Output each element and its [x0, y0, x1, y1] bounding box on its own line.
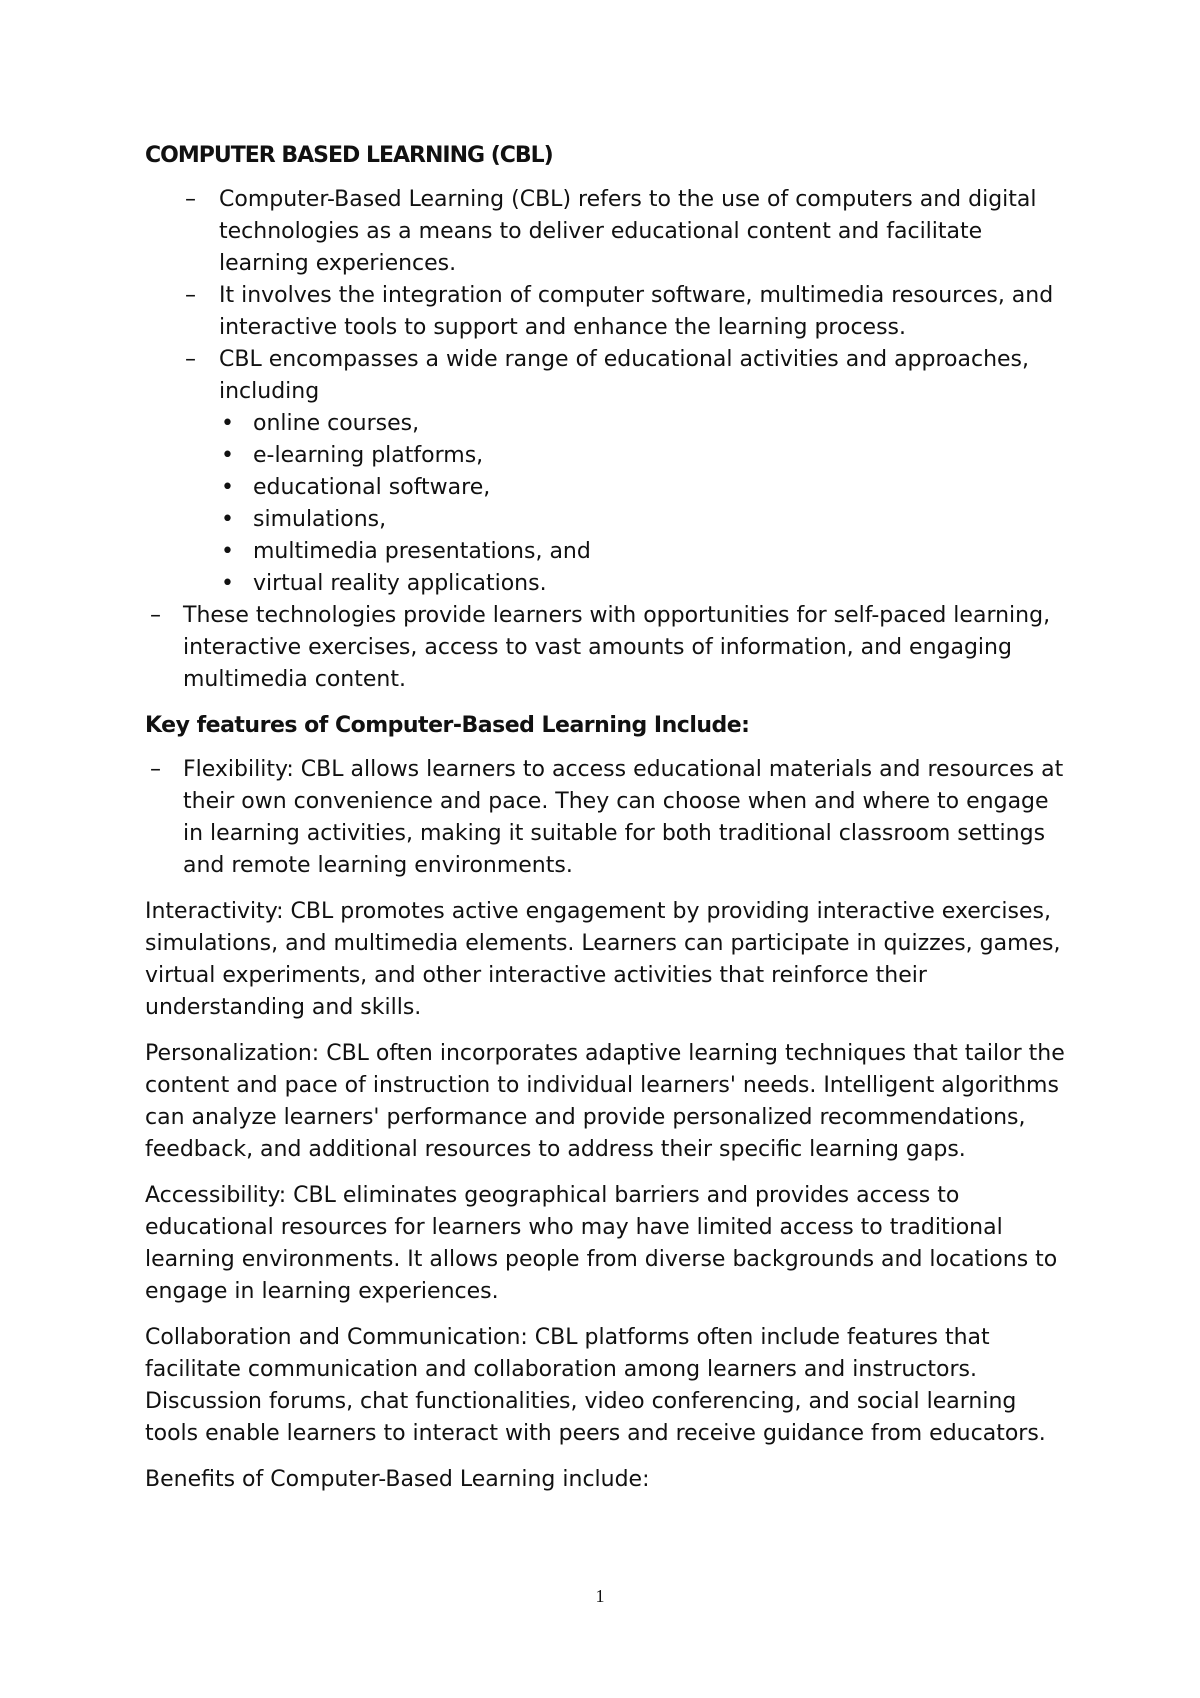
intro-list — [145, 184, 1075, 408]
intro-item — [145, 280, 1075, 344]
activity-text: online courses, — [253, 411, 420, 436]
feature-flexibility-text: Flexibility: CBL allows learners to access educational materials and resources at their own convenience and pace. They can choose when and where to engage in learning activities, making it suitable for both traditional classroom settings and remote learning environments. — [183, 757, 1064, 878]
intro-item-text: It involves the integration of computer software, multimedia resources, and interactive tools to support and enhance the learning process. — [219, 283, 1054, 340]
activity-text: virtual reality applications. — [253, 571, 547, 596]
intro-item-text: CBL encompasses a wide range of educational activities and approaches, including — [219, 347, 1030, 404]
feature-personalization: Personalization: CBL often incorporates adaptive learning techniques that tailor the content and pace of instruction to individual learners' needs. Intelligent algorithms can analyze learners' performance and provide personalized recommendations, feedback, and additional resources to address their specific learning gaps. — [145, 1041, 1065, 1162]
bullet-marker: • — [221, 411, 234, 436]
bullet-marker: • — [221, 475, 234, 500]
intro-item-text: Computer-Based Learning (CBL) refers to the use of computers and digital technologies as a means to deliver educational content and facilitate learning experiences. — [219, 187, 1037, 276]
feature-collaboration: Collaboration and Communication: CBL platforms often include features that facilitate communication and collaboration among learners and instructors. Discussion forums, chat functionalities, video conferencing, and social learning tools enable learners to interact with peers and receive guidance from educators. — [145, 1325, 1046, 1446]
bullet-marker: • — [221, 539, 234, 564]
features-list — [145, 754, 1075, 882]
activity-item — [217, 440, 1075, 472]
intro-item — [145, 184, 1075, 280]
feature-accessibility: Accessibility: CBL eliminates geographical barriers and provides access to educational resources for learners who may have limited access to traditional learning environments. It allows people from diverse backgrounds and locations to engage in learning experiences. — [145, 1183, 1058, 1304]
activities-list — [145, 408, 1075, 600]
document-body — [145, 140, 1075, 1496]
feature-flexibility — [145, 754, 1075, 882]
technologies-list — [145, 600, 1075, 696]
activity-item — [217, 504, 1075, 536]
activity-item — [217, 536, 1075, 568]
intro-item — [145, 344, 1075, 408]
bullet-marker: • — [221, 443, 234, 468]
activity-text: e-learning platforms, — [253, 443, 484, 468]
dash-marker: – — [185, 283, 196, 308]
technologies-item — [145, 600, 1075, 696]
activity-item — [217, 472, 1075, 504]
activity-text: educational software, — [253, 475, 491, 500]
page-number: 1 — [595, 1586, 605, 1606]
technologies-text: These technologies provide learners with opportunities for self-paced learning, interactive exercises, access to vast amounts of information, and engaging multimedia content. — [183, 603, 1051, 692]
activity-item — [217, 568, 1075, 600]
dash-marker: – — [150, 603, 161, 628]
activity-item — [217, 408, 1075, 440]
benefits-heading: Benefits of Computer-Based Learning include: — [145, 1467, 650, 1492]
bullet-marker: • — [221, 507, 234, 532]
activity-text: multimedia presentations, and — [253, 539, 591, 564]
dash-marker: – — [185, 187, 196, 212]
features-heading: Key features of Computer-Based Learning Include: — [145, 713, 750, 738]
activity-text: simulations, — [253, 507, 387, 532]
document-title: COMPUTER BASED LEARNING (CBL) — [145, 143, 553, 168]
feature-interactivity: Interactivity: CBL promotes active engagement by providing interactive exercises, simulations, and multimedia elements. Learners can participate in quizzes, games, virtual experiments, and other interactive activities that reinforce their understanding and skills. — [145, 899, 1061, 1020]
dash-marker: – — [150, 757, 161, 782]
bullet-marker: • — [221, 571, 234, 596]
dash-marker: – — [185, 347, 196, 372]
